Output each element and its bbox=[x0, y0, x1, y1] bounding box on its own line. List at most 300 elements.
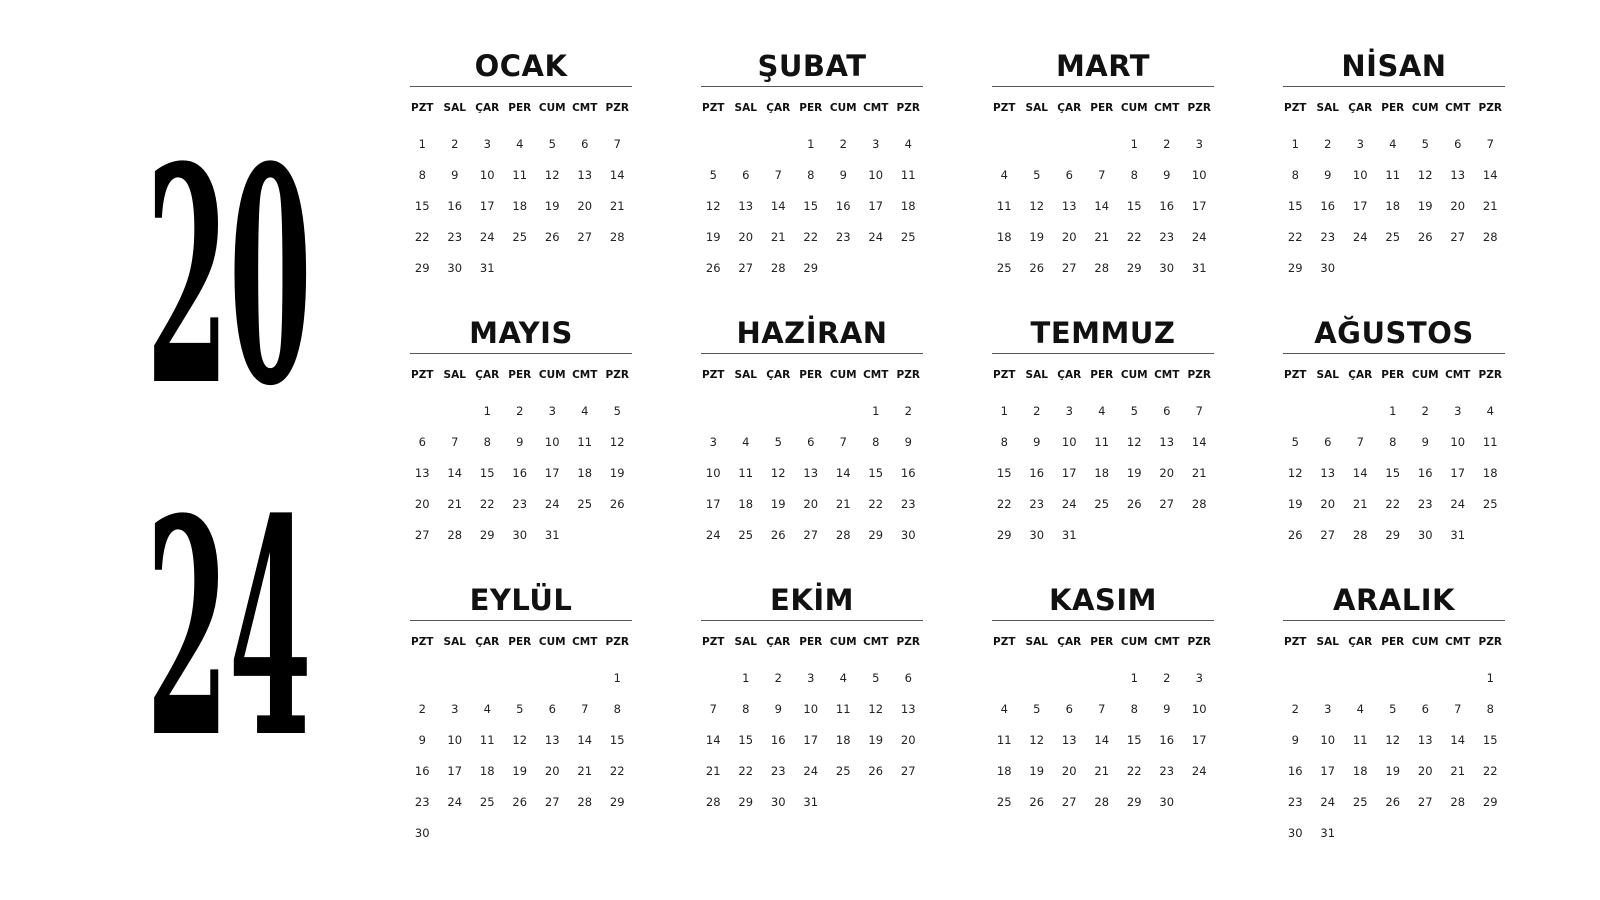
day-cell: 5 bbox=[1421, 137, 1429, 151]
day-cell: 19 bbox=[512, 764, 528, 778]
day-cell: 1 bbox=[418, 137, 426, 151]
day-cell: 6 bbox=[742, 168, 750, 182]
day-cell: 29 bbox=[414, 261, 430, 275]
day-cell: 12 bbox=[512, 733, 528, 747]
day-cell: 18 bbox=[1385, 199, 1401, 213]
day-cell: 6 bbox=[548, 702, 556, 716]
day-cell: 18 bbox=[1094, 466, 1110, 480]
day-cell: 15 bbox=[868, 466, 884, 480]
day-cell: 30 bbox=[900, 528, 916, 542]
weekday-label: PER bbox=[1090, 636, 1114, 648]
day-cell: 29 bbox=[1287, 261, 1303, 275]
weekday-label: SAL bbox=[1316, 636, 1339, 648]
day-cell: 3 bbox=[1356, 137, 1364, 151]
day-cell: 7 bbox=[1195, 404, 1203, 418]
day-cell: 11 bbox=[577, 435, 593, 449]
weekday-label: ÇAR bbox=[1348, 369, 1373, 381]
day-cell: 17 bbox=[544, 466, 560, 480]
day-cell: 28 bbox=[1482, 230, 1498, 244]
day-cell: 7 bbox=[613, 137, 621, 151]
day-cell: 3 bbox=[807, 671, 815, 685]
empty-day-cell bbox=[1312, 663, 1345, 694]
day-cell: 19 bbox=[770, 497, 786, 511]
day-cell: 2 bbox=[1033, 404, 1041, 418]
day-cell: 30 bbox=[1159, 261, 1175, 275]
year-digits-top: 20 bbox=[146, 104, 312, 452]
day-cell: 23 bbox=[1029, 497, 1045, 511]
empty-day-cell bbox=[1053, 663, 1086, 694]
empty-day-cell bbox=[1312, 396, 1345, 427]
day-cell: 2 bbox=[1163, 137, 1171, 151]
day-cell: 8 bbox=[1486, 702, 1494, 716]
day-cell: 16 bbox=[835, 199, 851, 213]
month-9 bbox=[697, 582, 927, 818]
day-cell: 21 bbox=[705, 764, 721, 778]
day-cell: 8 bbox=[483, 435, 491, 449]
month-title: OCAK bbox=[474, 49, 568, 83]
day-cell: 28 bbox=[577, 795, 593, 809]
day-cell: 8 bbox=[872, 435, 880, 449]
weekday-label: PER bbox=[799, 102, 823, 114]
day-cell: 19 bbox=[1385, 764, 1401, 778]
weekday-label: CMT bbox=[572, 369, 598, 381]
day-cell: 11 bbox=[738, 466, 754, 480]
weekday-label: SAL bbox=[734, 102, 757, 114]
day-cell: 13 bbox=[1320, 466, 1336, 480]
day-cell: 20 bbox=[803, 497, 819, 511]
day-cell: 17 bbox=[1191, 199, 1207, 213]
empty-day-cell bbox=[1086, 129, 1119, 160]
day-cell: 10 bbox=[868, 168, 884, 182]
day-cell: 4 bbox=[904, 137, 912, 151]
day-cell: 25 bbox=[479, 795, 495, 809]
day-cell: 7 bbox=[1486, 137, 1494, 151]
empty-day-cell bbox=[827, 396, 860, 427]
day-cell: 5 bbox=[516, 702, 524, 716]
day-cell: 26 bbox=[1287, 528, 1303, 542]
day-cell: 30 bbox=[1417, 528, 1433, 542]
weekday-label: CUM bbox=[538, 369, 566, 381]
empty-day-cell bbox=[1344, 396, 1377, 427]
day-cell: 28 bbox=[1094, 261, 1110, 275]
day-cell: 22 bbox=[1385, 497, 1401, 511]
month-title: EYLÜL bbox=[469, 583, 573, 617]
weekday-label: ÇAR bbox=[766, 369, 791, 381]
day-cell: 30 bbox=[447, 261, 463, 275]
empty-day-cell bbox=[1344, 663, 1377, 694]
day-cell: 23 bbox=[835, 230, 851, 244]
empty-day-cell bbox=[406, 663, 439, 694]
weekday-label: PZT bbox=[411, 369, 434, 381]
day-cell: 8 bbox=[1130, 168, 1138, 182]
day-cell: 6 bbox=[1324, 435, 1332, 449]
day-cell: 11 bbox=[479, 733, 495, 747]
day-cell: 22 bbox=[1482, 764, 1498, 778]
day-cell: 11 bbox=[996, 733, 1012, 747]
weekday-label: PZR bbox=[1478, 102, 1502, 114]
day-cell: 18 bbox=[512, 199, 528, 213]
weekday-label: CMT bbox=[1445, 102, 1471, 114]
day-cell: 4 bbox=[1389, 137, 1397, 151]
month-title: MAYIS bbox=[469, 316, 573, 350]
weekday-label: CUM bbox=[829, 369, 857, 381]
day-cell: 21 bbox=[1094, 764, 1110, 778]
day-cell: 22 bbox=[1126, 764, 1142, 778]
day-cell: 11 bbox=[996, 199, 1012, 213]
day-cell: 4 bbox=[483, 702, 491, 716]
day-cell: 19 bbox=[1287, 497, 1303, 511]
day-cell: 18 bbox=[996, 230, 1012, 244]
day-cell: 16 bbox=[1417, 466, 1433, 480]
weekday-label: CMT bbox=[1154, 102, 1180, 114]
month-grid bbox=[988, 87, 1218, 284]
weekday-label: SAL bbox=[443, 102, 466, 114]
day-cell: 27 bbox=[1320, 528, 1336, 542]
day-cell: 4 bbox=[1486, 404, 1494, 418]
day-cell: 18 bbox=[1352, 764, 1368, 778]
weekday-label: ÇAR bbox=[766, 636, 791, 648]
day-cell: 10 bbox=[705, 466, 721, 480]
weekday-label: CUM bbox=[1120, 636, 1148, 648]
empty-day-cell bbox=[762, 129, 795, 160]
day-cell: 16 bbox=[1159, 733, 1175, 747]
day-cell: 9 bbox=[1324, 168, 1332, 182]
day-cell: 26 bbox=[1029, 795, 1045, 809]
day-cell: 1 bbox=[483, 404, 491, 418]
day-cell: 15 bbox=[479, 466, 495, 480]
day-cell: 24 bbox=[803, 764, 819, 778]
weekday-label: ÇAR bbox=[1348, 102, 1373, 114]
day-cell: 19 bbox=[1029, 230, 1045, 244]
day-cell: 20 bbox=[544, 764, 560, 778]
day-cell: 9 bbox=[1291, 733, 1299, 747]
day-cell: 24 bbox=[479, 230, 495, 244]
day-cell: 6 bbox=[581, 137, 589, 151]
day-cell: 15 bbox=[1126, 199, 1142, 213]
weekday-label: ÇAR bbox=[1057, 102, 1082, 114]
day-cell: 3 bbox=[709, 435, 717, 449]
empty-day-cell bbox=[1086, 663, 1119, 694]
weekday-label: PZT bbox=[411, 102, 434, 114]
day-cell: 13 bbox=[1450, 168, 1466, 182]
weekday-label: ÇAR bbox=[475, 636, 500, 648]
month-grid bbox=[697, 87, 927, 284]
weekday-label: ÇAR bbox=[475, 369, 500, 381]
day-cell: 19 bbox=[705, 230, 721, 244]
day-cell: 20 bbox=[738, 230, 754, 244]
day-cell: 9 bbox=[516, 435, 524, 449]
day-cell: 21 bbox=[1094, 230, 1110, 244]
weekday-label: SAL bbox=[734, 636, 757, 648]
day-cell: 26 bbox=[512, 795, 528, 809]
weekday-label: PZR bbox=[1187, 369, 1211, 381]
day-cell: 14 bbox=[577, 733, 593, 747]
day-cell: 7 bbox=[1454, 702, 1462, 716]
day-cell: 3 bbox=[548, 404, 556, 418]
day-cell: 14 bbox=[1482, 168, 1498, 182]
weekday-label: CMT bbox=[1154, 636, 1180, 648]
weekday-label: ÇAR bbox=[1348, 636, 1373, 648]
day-cell: 5 bbox=[774, 435, 782, 449]
day-cell: 2 bbox=[451, 137, 459, 151]
weekday-label: PER bbox=[799, 636, 823, 648]
day-cell: 17 bbox=[479, 199, 495, 213]
day-cell: 25 bbox=[1482, 497, 1498, 511]
month-grid bbox=[988, 621, 1218, 818]
day-cell: 9 bbox=[451, 168, 459, 182]
day-cell: 16 bbox=[1320, 199, 1336, 213]
weekday-label: PZT bbox=[993, 102, 1016, 114]
day-cell: 19 bbox=[609, 466, 625, 480]
weekday-label: PZR bbox=[896, 102, 920, 114]
month-grid bbox=[406, 621, 636, 849]
day-cell: 18 bbox=[996, 764, 1012, 778]
day-cell: 11 bbox=[1352, 733, 1368, 747]
day-cell: 22 bbox=[1126, 230, 1142, 244]
day-cell: 21 bbox=[447, 497, 463, 511]
month-4 bbox=[406, 315, 636, 551]
weekday-label: PZT bbox=[702, 369, 725, 381]
day-cell: 18 bbox=[835, 733, 851, 747]
weekday-label: SAL bbox=[1025, 636, 1048, 648]
day-cell: 8 bbox=[1000, 435, 1008, 449]
weekday-label: PZR bbox=[605, 636, 629, 648]
empty-day-cell bbox=[1021, 663, 1054, 694]
day-cell: 12 bbox=[544, 168, 560, 182]
day-cell: 20 bbox=[414, 497, 430, 511]
month-2 bbox=[988, 48, 1218, 284]
day-cell: 13 bbox=[544, 733, 560, 747]
day-cell: 1 bbox=[807, 137, 815, 151]
day-cell: 11 bbox=[900, 168, 916, 182]
day-cell: 16 bbox=[512, 466, 528, 480]
day-cell: 1 bbox=[1130, 671, 1138, 685]
day-cell: 4 bbox=[1098, 404, 1106, 418]
day-cell: 6 bbox=[1421, 702, 1429, 716]
day-cell: 17 bbox=[803, 733, 819, 747]
day-cell: 24 bbox=[1450, 497, 1466, 511]
month-6 bbox=[988, 315, 1218, 551]
day-cell: 5 bbox=[1130, 404, 1138, 418]
day-cell: 29 bbox=[1385, 528, 1401, 542]
weekday-label: PZT bbox=[993, 636, 1016, 648]
day-cell: 10 bbox=[1191, 168, 1207, 182]
day-cell: 27 bbox=[1061, 261, 1077, 275]
month-grid bbox=[697, 354, 927, 551]
weekday-label: PER bbox=[799, 369, 823, 381]
day-cell: 29 bbox=[1482, 795, 1498, 809]
day-cell: 31 bbox=[479, 261, 495, 275]
day-cell: 10 bbox=[1320, 733, 1336, 747]
day-cell: 20 bbox=[900, 733, 916, 747]
empty-day-cell bbox=[569, 663, 602, 694]
empty-day-cell bbox=[730, 129, 763, 160]
month-grid bbox=[406, 87, 636, 284]
day-cell: 14 bbox=[1094, 199, 1110, 213]
weekday-label: CMT bbox=[863, 369, 889, 381]
day-cell: 21 bbox=[577, 764, 593, 778]
day-cell: 26 bbox=[609, 497, 625, 511]
day-cell: 15 bbox=[803, 199, 819, 213]
day-cell: 17 bbox=[1352, 199, 1368, 213]
day-cell: 8 bbox=[742, 702, 750, 716]
weekday-label: ÇAR bbox=[475, 102, 500, 114]
day-cell: 30 bbox=[770, 795, 786, 809]
day-cell: 28 bbox=[1191, 497, 1207, 511]
day-cell: 10 bbox=[479, 168, 495, 182]
day-cell: 5 bbox=[613, 404, 621, 418]
day-cell: 8 bbox=[418, 168, 426, 182]
day-cell: 6 bbox=[807, 435, 815, 449]
day-cell: 4 bbox=[581, 404, 589, 418]
weekday-label: CMT bbox=[1154, 369, 1180, 381]
day-cell: 8 bbox=[807, 168, 815, 182]
weekday-label: PZT bbox=[1284, 102, 1307, 114]
day-cell: 10 bbox=[1352, 168, 1368, 182]
day-cell: 22 bbox=[609, 764, 625, 778]
weekday-label: CMT bbox=[863, 102, 889, 114]
empty-day-cell bbox=[1279, 396, 1312, 427]
day-cell: 29 bbox=[1126, 795, 1142, 809]
day-cell: 8 bbox=[613, 702, 621, 716]
weekday-label: CMT bbox=[863, 636, 889, 648]
weekday-label: SAL bbox=[443, 636, 466, 648]
weekday-label: CUM bbox=[538, 102, 566, 114]
day-cell: 13 bbox=[803, 466, 819, 480]
day-cell: 11 bbox=[1094, 435, 1110, 449]
empty-day-cell bbox=[697, 663, 730, 694]
day-cell: 17 bbox=[447, 764, 463, 778]
empty-day-cell bbox=[1279, 663, 1312, 694]
day-cell: 3 bbox=[1065, 404, 1073, 418]
day-cell: 31 bbox=[1320, 826, 1336, 840]
day-cell: 8 bbox=[1291, 168, 1299, 182]
weekday-label: CUM bbox=[1120, 369, 1148, 381]
day-cell: 23 bbox=[512, 497, 528, 511]
weekday-label: CUM bbox=[538, 636, 566, 648]
day-cell: 27 bbox=[1450, 230, 1466, 244]
weekday-label: PZT bbox=[1284, 369, 1307, 381]
day-cell: 24 bbox=[447, 795, 463, 809]
day-cell: 15 bbox=[1482, 733, 1498, 747]
day-cell: 26 bbox=[1126, 497, 1142, 511]
day-cell: 2 bbox=[1324, 137, 1332, 151]
day-cell: 26 bbox=[1029, 261, 1045, 275]
empty-day-cell bbox=[439, 663, 472, 694]
day-cell: 31 bbox=[1450, 528, 1466, 542]
weekday-label: SAL bbox=[1025, 369, 1048, 381]
day-cell: 24 bbox=[1191, 764, 1207, 778]
month-title: EKİM bbox=[770, 583, 854, 617]
day-cell: 21 bbox=[1352, 497, 1368, 511]
weekday-label: PZT bbox=[702, 102, 725, 114]
day-cell: 18 bbox=[479, 764, 495, 778]
day-cell: 7 bbox=[451, 435, 459, 449]
day-cell: 27 bbox=[414, 528, 430, 542]
day-cell: 7 bbox=[1356, 435, 1364, 449]
day-cell: 23 bbox=[770, 764, 786, 778]
weekday-label: PZR bbox=[1478, 636, 1502, 648]
day-cell: 12 bbox=[868, 702, 884, 716]
day-cell: 24 bbox=[1320, 795, 1336, 809]
day-cell: 27 bbox=[577, 230, 593, 244]
day-cell: 31 bbox=[544, 528, 560, 542]
day-cell: 13 bbox=[1061, 199, 1077, 213]
day-cell: 17 bbox=[1191, 733, 1207, 747]
day-cell: 23 bbox=[447, 230, 463, 244]
day-cell: 22 bbox=[479, 497, 495, 511]
weekday-label: CUM bbox=[1411, 102, 1439, 114]
day-cell: 22 bbox=[414, 230, 430, 244]
month-grid bbox=[1279, 87, 1509, 284]
day-cell: 9 bbox=[839, 168, 847, 182]
month-title: ŞUBAT bbox=[757, 49, 867, 83]
day-cell: 28 bbox=[705, 795, 721, 809]
day-cell: 19 bbox=[868, 733, 884, 747]
weekday-label: SAL bbox=[734, 369, 757, 381]
day-cell: 12 bbox=[1287, 466, 1303, 480]
day-cell: 30 bbox=[1287, 826, 1303, 840]
day-cell: 22 bbox=[738, 764, 754, 778]
day-cell: 6 bbox=[1454, 137, 1462, 151]
day-cell: 11 bbox=[1385, 168, 1401, 182]
weekday-label: PZR bbox=[605, 369, 629, 381]
day-cell: 25 bbox=[512, 230, 528, 244]
day-cell: 16 bbox=[414, 764, 430, 778]
day-cell: 25 bbox=[996, 795, 1012, 809]
day-cell: 20 bbox=[1450, 199, 1466, 213]
day-cell: 24 bbox=[1061, 497, 1077, 511]
month-title: ARALIK bbox=[1333, 583, 1455, 617]
day-cell: 16 bbox=[1029, 466, 1045, 480]
day-cell: 3 bbox=[1454, 404, 1462, 418]
day-cell: 19 bbox=[544, 199, 560, 213]
day-cell: 29 bbox=[803, 261, 819, 275]
weekday-label: CMT bbox=[1445, 636, 1471, 648]
day-cell: 24 bbox=[544, 497, 560, 511]
month-grid bbox=[406, 354, 636, 551]
month-7 bbox=[1279, 315, 1509, 551]
day-cell: 26 bbox=[868, 764, 884, 778]
day-cell: 25 bbox=[1094, 497, 1110, 511]
day-cell: 29 bbox=[996, 528, 1012, 542]
day-cell: 5 bbox=[1033, 168, 1041, 182]
weekday-label: SAL bbox=[1025, 102, 1048, 114]
day-cell: 4 bbox=[516, 137, 524, 151]
day-cell: 20 bbox=[1417, 764, 1433, 778]
weekday-label: CUM bbox=[829, 102, 857, 114]
day-cell: 3 bbox=[1195, 671, 1203, 685]
month-title: TEMMUZ bbox=[1030, 316, 1176, 350]
day-cell: 20 bbox=[577, 199, 593, 213]
weekday-label: ÇAR bbox=[1057, 369, 1082, 381]
weekday-label: CUM bbox=[1411, 636, 1439, 648]
weekday-label: CMT bbox=[572, 636, 598, 648]
month-grid bbox=[1279, 354, 1509, 551]
day-cell: 25 bbox=[577, 497, 593, 511]
day-cell: 28 bbox=[1450, 795, 1466, 809]
day-cell: 9 bbox=[1163, 168, 1171, 182]
day-cell: 30 bbox=[414, 826, 430, 840]
weekday-label: SAL bbox=[443, 369, 466, 381]
day-cell: 15 bbox=[1287, 199, 1303, 213]
day-cell: 9 bbox=[1421, 435, 1429, 449]
day-cell: 25 bbox=[835, 764, 851, 778]
day-cell: 2 bbox=[1421, 404, 1429, 418]
day-cell: 13 bbox=[900, 702, 916, 716]
empty-day-cell bbox=[988, 129, 1021, 160]
empty-day-cell bbox=[762, 396, 795, 427]
